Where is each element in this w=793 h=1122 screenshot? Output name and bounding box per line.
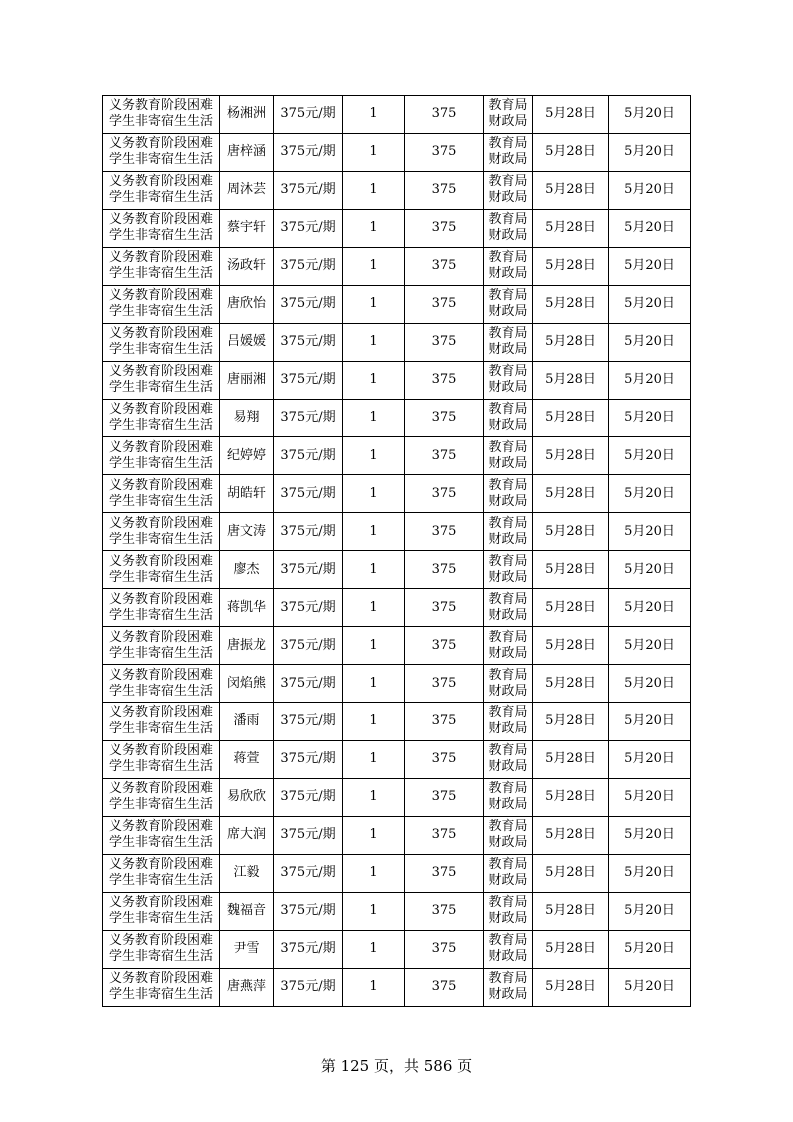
date1-cell: 5月28日 [533,437,609,475]
rate-cell: 375元/期 [274,854,343,892]
date1-cell: 5月28日 [533,627,609,665]
amount-cell: 375 [405,323,484,361]
rate-cell: 375元/期 [274,171,343,209]
amount-cell: 375 [405,968,484,1006]
date2-cell: 5月20日 [609,399,691,437]
count-cell: 1 [343,133,405,171]
project-cell: 义务教育阶段困难学生非寄宿生生活 [103,513,220,551]
dept-cell: 教育局财政局 [484,247,533,285]
rate-cell: 375元/期 [274,968,343,1006]
count-cell: 1 [343,816,405,854]
amount-cell: 375 [405,854,484,892]
name-cell: 周沐芸 [220,171,274,209]
amount-cell: 375 [405,399,484,437]
name-cell: 潘雨 [220,703,274,741]
dept-cell: 教育局财政局 [484,475,533,513]
date2-cell: 5月20日 [609,133,691,171]
project-cell: 义务教育阶段困难学生非寄宿生生活 [103,96,220,134]
count-cell: 1 [343,475,405,513]
count-cell: 1 [343,892,405,930]
rate-cell: 375元/期 [274,323,343,361]
date1-cell: 5月28日 [533,399,609,437]
date2-cell: 5月20日 [609,589,691,627]
date1-cell: 5月28日 [533,968,609,1006]
date1-cell: 5月28日 [533,285,609,323]
date2-cell: 5月20日 [609,854,691,892]
project-cell: 义务教育阶段困难学生非寄宿生生活 [103,930,220,968]
dept-cell: 教育局财政局 [484,930,533,968]
dept-cell: 教育局财政局 [484,171,533,209]
dept-cell: 教育局财政局 [484,816,533,854]
amount-cell: 375 [405,96,484,134]
rate-cell: 375元/期 [274,627,343,665]
page-footer: 第 125 页，共 586 页 [320,1057,473,1075]
date1-cell: 5月28日 [533,247,609,285]
count-cell: 1 [343,323,405,361]
count-cell: 1 [343,854,405,892]
date2-cell: 5月20日 [609,968,691,1006]
project-cell: 义务教育阶段困难学生非寄宿生生活 [103,551,220,589]
project-cell: 义务教育阶段困难学生非寄宿生生活 [103,475,220,513]
dept-cell: 教育局财政局 [484,361,533,399]
table-row [103,209,691,247]
date2-cell: 5月20日 [609,361,691,399]
name-cell: 汤政轩 [220,247,274,285]
project-cell: 义务教育阶段困难学生非寄宿生生活 [103,892,220,930]
dept-cell: 教育局财政局 [484,437,533,475]
count-cell: 1 [343,740,405,778]
count-cell: 1 [343,589,405,627]
project-cell: 义务教育阶段困难学生非寄宿生生活 [103,171,220,209]
count-cell: 1 [343,665,405,703]
project-cell: 义务教育阶段困难学生非寄宿生生活 [103,589,220,627]
project-cell: 义务教育阶段困难学生非寄宿生生活 [103,816,220,854]
dept-cell: 教育局财政局 [484,285,533,323]
amount-cell: 375 [405,437,484,475]
table-row [103,475,691,513]
rate-cell: 375元/期 [274,437,343,475]
rate-cell: 375元/期 [274,209,343,247]
table-row [103,854,691,892]
dept-cell: 教育局财政局 [484,627,533,665]
amount-cell: 375 [405,247,484,285]
name-cell: 闵焰熊 [220,665,274,703]
table-row [103,892,691,930]
count-cell: 1 [343,703,405,741]
table-row [103,133,691,171]
name-cell: 唐燕萍 [220,968,274,1006]
dept-cell: 教育局财政局 [484,589,533,627]
table-row [103,627,691,665]
table-row [103,816,691,854]
project-cell: 义务教育阶段困难学生非寄宿生生活 [103,399,220,437]
rate-cell: 375元/期 [274,513,343,551]
amount-cell: 375 [405,513,484,551]
count-cell: 1 [343,513,405,551]
table-row [103,551,691,589]
table-row [103,930,691,968]
count-cell: 1 [343,437,405,475]
date1-cell: 5月28日 [533,816,609,854]
table-row [103,665,691,703]
count-cell: 1 [343,209,405,247]
name-cell: 蒋萱 [220,740,274,778]
rate-cell: 375元/期 [274,96,343,134]
date2-cell: 5月20日 [609,551,691,589]
date1-cell: 5月28日 [533,96,609,134]
table-row [103,361,691,399]
name-cell: 廖杰 [220,551,274,589]
name-cell: 唐欣怡 [220,285,274,323]
date2-cell: 5月20日 [609,892,691,930]
table-row [103,968,691,1006]
project-cell: 义务教育阶段困难学生非寄宿生生活 [103,703,220,741]
date1-cell: 5月28日 [533,551,609,589]
table-row [103,740,691,778]
rate-cell: 375元/期 [274,816,343,854]
date1-cell: 5月28日 [533,475,609,513]
amount-cell: 375 [405,930,484,968]
dept-cell: 教育局财政局 [484,133,533,171]
date2-cell: 5月20日 [609,323,691,361]
table-row [103,323,691,361]
date2-cell: 5月20日 [609,513,691,551]
dept-cell: 教育局财政局 [484,968,533,1006]
rate-cell: 375元/期 [274,778,343,816]
rate-cell: 375元/期 [274,285,343,323]
name-cell: 杨湘洲 [220,96,274,134]
rate-cell: 375元/期 [274,740,343,778]
count-cell: 1 [343,285,405,323]
dept-cell: 教育局财政局 [484,703,533,741]
project-cell: 义务教育阶段困难学生非寄宿生生活 [103,778,220,816]
count-cell: 1 [343,361,405,399]
dept-cell: 教育局财政局 [484,513,533,551]
name-cell: 尹雪 [220,930,274,968]
count-cell: 1 [343,930,405,968]
table-row [103,399,691,437]
amount-cell: 375 [405,627,484,665]
name-cell: 吕媛媛 [220,323,274,361]
dept-cell: 教育局财政局 [484,399,533,437]
rate-cell: 375元/期 [274,665,343,703]
name-cell: 唐文涛 [220,513,274,551]
date2-cell: 5月20日 [609,703,691,741]
rate-cell: 375元/期 [274,475,343,513]
dept-cell: 教育局财政局 [484,209,533,247]
date2-cell: 5月20日 [609,816,691,854]
date1-cell: 5月28日 [533,323,609,361]
rate-cell: 375元/期 [274,892,343,930]
amount-cell: 375 [405,816,484,854]
count-cell: 1 [343,968,405,1006]
project-cell: 义务教育阶段困难学生非寄宿生生活 [103,627,220,665]
project-cell: 义务教育阶段困难学生非寄宿生生活 [103,437,220,475]
rate-cell: 375元/期 [274,399,343,437]
date1-cell: 5月28日 [533,930,609,968]
date2-cell: 5月20日 [609,778,691,816]
date2-cell: 5月20日 [609,665,691,703]
name-cell: 席大润 [220,816,274,854]
table-row [103,778,691,816]
dept-cell: 教育局财政局 [484,892,533,930]
table-row [103,437,691,475]
name-cell: 江毅 [220,854,274,892]
project-cell: 义务教育阶段困难学生非寄宿生生活 [103,285,220,323]
amount-cell: 375 [405,209,484,247]
date1-cell: 5月28日 [533,361,609,399]
rate-cell: 375元/期 [274,589,343,627]
date1-cell: 5月28日 [533,740,609,778]
name-cell: 易翔 [220,399,274,437]
rate-cell: 375元/期 [274,551,343,589]
rate-cell: 375元/期 [274,133,343,171]
project-cell: 义务教育阶段困难学生非寄宿生生活 [103,209,220,247]
date1-cell: 5月28日 [533,854,609,892]
project-cell: 义务教育阶段困难学生非寄宿生生活 [103,740,220,778]
date2-cell: 5月20日 [609,171,691,209]
subsidy-table [102,95,691,1007]
table-row [103,703,691,741]
date2-cell: 5月20日 [609,209,691,247]
project-cell: 义务教育阶段困难学生非寄宿生生活 [103,323,220,361]
date1-cell: 5月28日 [533,665,609,703]
project-cell: 义务教育阶段困难学生非寄宿生生活 [103,247,220,285]
dept-cell: 教育局财政局 [484,665,533,703]
date1-cell: 5月28日 [533,171,609,209]
name-cell: 唐梓涵 [220,133,274,171]
date2-cell: 5月20日 [609,475,691,513]
date1-cell: 5月28日 [533,589,609,627]
date2-cell: 5月20日 [609,437,691,475]
amount-cell: 375 [405,361,484,399]
project-cell: 义务教育阶段困难学生非寄宿生生活 [103,854,220,892]
date2-cell: 5月20日 [609,96,691,134]
dept-cell: 教育局财政局 [484,854,533,892]
amount-cell: 375 [405,703,484,741]
count-cell: 1 [343,627,405,665]
table-body [103,96,691,1007]
table-row [103,247,691,285]
dept-cell: 教育局财政局 [484,96,533,134]
date1-cell: 5月28日 [533,778,609,816]
amount-cell: 375 [405,285,484,323]
table-row [103,285,691,323]
amount-cell: 375 [405,171,484,209]
dept-cell: 教育局财政局 [484,778,533,816]
amount-cell: 375 [405,665,484,703]
date1-cell: 5月28日 [533,513,609,551]
name-cell: 唐丽湘 [220,361,274,399]
count-cell: 1 [343,247,405,285]
project-cell: 义务教育阶段困难学生非寄宿生生活 [103,665,220,703]
dept-cell: 教育局财政局 [484,740,533,778]
name-cell: 纪婷婷 [220,437,274,475]
count-cell: 1 [343,96,405,134]
rate-cell: 375元/期 [274,703,343,741]
date1-cell: 5月28日 [533,209,609,247]
amount-cell: 375 [405,740,484,778]
date2-cell: 5月20日 [609,930,691,968]
name-cell: 胡皓轩 [220,475,274,513]
date1-cell: 5月28日 [533,133,609,171]
rate-cell: 375元/期 [274,930,343,968]
amount-cell: 375 [405,475,484,513]
table-row [103,96,691,134]
project-cell: 义务教育阶段困难学生非寄宿生生活 [103,133,220,171]
rate-cell: 375元/期 [274,361,343,399]
date2-cell: 5月20日 [609,627,691,665]
name-cell: 唐振龙 [220,627,274,665]
name-cell: 蔡宇轩 [220,209,274,247]
amount-cell: 375 [405,892,484,930]
dept-cell: 教育局财政局 [484,551,533,589]
name-cell: 蒋凯华 [220,589,274,627]
date1-cell: 5月28日 [533,703,609,741]
amount-cell: 375 [405,778,484,816]
amount-cell: 375 [405,589,484,627]
date1-cell: 5月28日 [533,892,609,930]
date2-cell: 5月20日 [609,740,691,778]
project-cell: 义务教育阶段困难学生非寄宿生生活 [103,968,220,1006]
date2-cell: 5月20日 [609,247,691,285]
amount-cell: 375 [405,133,484,171]
count-cell: 1 [343,171,405,209]
table-row [103,513,691,551]
rate-cell: 375元/期 [274,247,343,285]
date2-cell: 5月20日 [609,285,691,323]
table-row [103,589,691,627]
name-cell: 魏福音 [220,892,274,930]
amount-cell: 375 [405,551,484,589]
count-cell: 1 [343,399,405,437]
name-cell: 易欣欣 [220,778,274,816]
project-cell: 义务教育阶段困难学生非寄宿生生活 [103,361,220,399]
table-row [103,171,691,209]
dept-cell: 教育局财政局 [484,323,533,361]
count-cell: 1 [343,778,405,816]
count-cell: 1 [343,551,405,589]
